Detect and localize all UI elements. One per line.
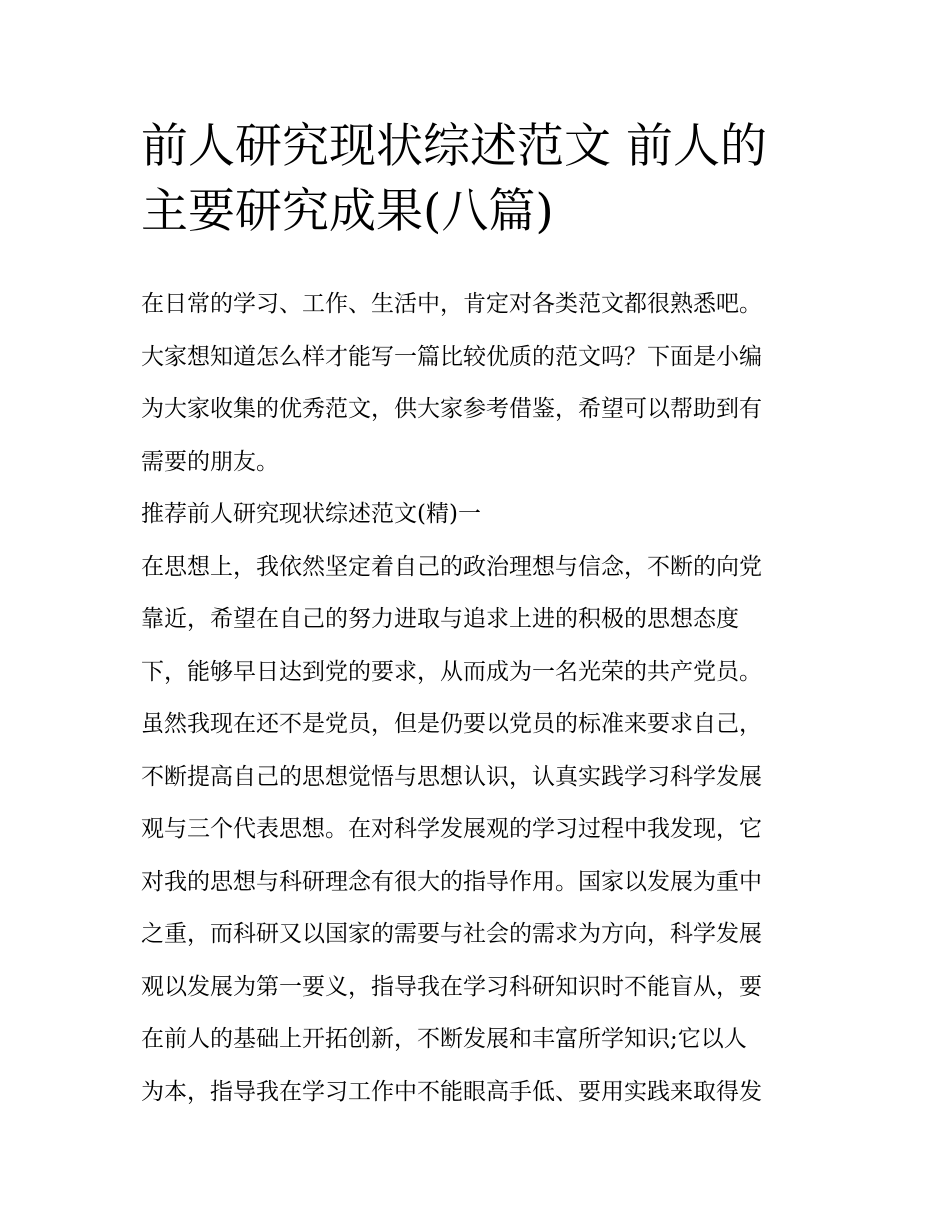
intro-line-3: 为大家收集的优秀范文，供大家参考借鉴，希望可以帮助到有: [141, 396, 762, 422]
intro-line-4: 需要的朋友。: [141, 448, 279, 475]
body-line-7: 对我的思想与科研理念有很大的指导作用。国家以发展为重中: [141, 868, 762, 895]
body-line-9: 观以发展为第一要义，指导我在学习科研知识时不能盲从，要: [141, 973, 762, 1000]
intro-line-1: 在日常的学习、工作、生活中，肯定对各类范文都很熟悉吧。: [141, 291, 762, 317]
body-line-1: 在思想上，我依然坚定着自己的政治理想与信念，不断的向党: [141, 553, 762, 580]
document-content: [141, 114, 811, 1118]
body-line-2: 靠近，希望在自己的努力进取与追求上进的积极的思想态度: [141, 606, 739, 632]
title-line-1: 前人研究现状综述范文 前人的: [141, 119, 767, 174]
title-line-2: 主要研究成果(八篇): [141, 184, 554, 239]
body-line-5: 不断提高自己的思想觉悟与思想认识，认真实践学习科学发展: [141, 763, 762, 790]
body-line-4: 虽然我现在还不是党员，但是仍要以党员的标准来要求自己，: [141, 711, 762, 737]
document-title: [141, 114, 811, 244]
section-heading: 推荐前人研究现状综述范文(精)一: [141, 501, 481, 527]
body-line-8: 之重，而科研又以国家的需要与社会的需求为方向，科学发展: [141, 921, 762, 947]
body-line-10: 在前人的基础上开拓创新，不断发展和丰富所学知识;它以人: [141, 1026, 747, 1052]
intro-line-2: 大家想知道怎么样才能写一篇比较优质的范文吗？下面是小编: [141, 343, 762, 370]
body-line-3: 下，能够早日达到党的要求，从而成为一名光荣的共产党员。: [141, 658, 762, 685]
body-line-6: 观与三个代表思想。在对科学发展观的学习过程中我发现，它: [141, 816, 762, 842]
body-line-11: 为本，指导我在学习工作中不能眼高手低、要用实践来取得发: [141, 1078, 762, 1105]
document-body: [141, 278, 811, 1118]
